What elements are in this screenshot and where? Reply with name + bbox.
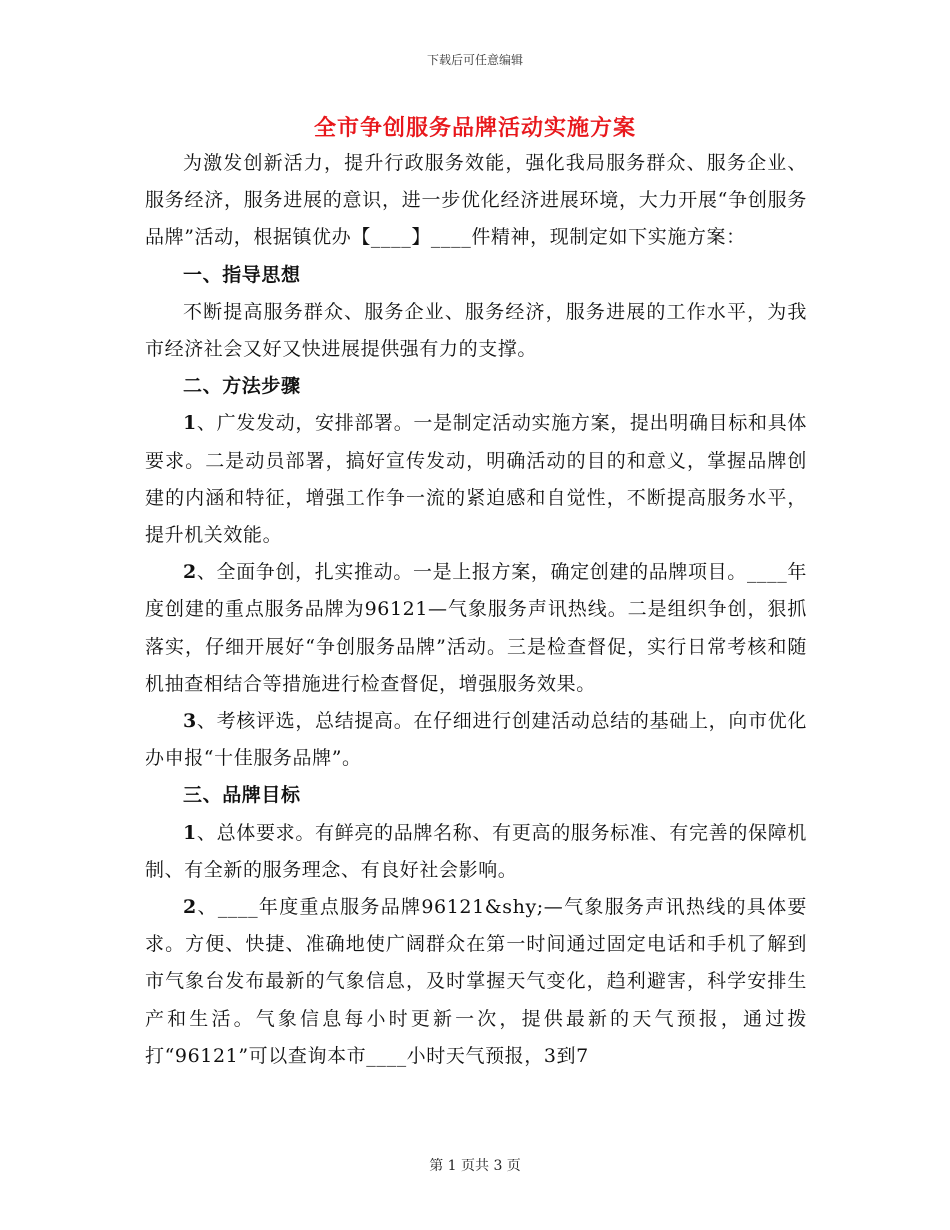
brand-goal-paragraph [145, 815, 807, 889]
item-text: 、____年度重点服务品牌96121&shy;—气象服务声讯热线的具体要求。方便、快捷、准确地使广阔群众在第一时间通过固定电话和手机了解到市气象台发布最新的气象信息，及时掌握天气变化，趋利避害，科学安排生产和生活。气象信息每小时更新一次，提供最新的天气预报，通过拨打“96121”可以查询本市____小时天气预报，3到7 [145, 896, 807, 1067]
item-number: 1 [183, 821, 197, 844]
header-text: 下载后可任意编辑 [426, 53, 523, 67]
section-heading-guiding-ideology: 一、指导思想 [183, 263, 301, 286]
page-footer [0, 1157, 950, 1175]
item-number: 1 [183, 412, 197, 435]
item-text: 、广发发动，安排部署。一是制定活动实施方案，提出明确目标和具体要求。二是动员部署，搞好宣传发动，明确活动的目的和意义，掌握品牌创建的内涵和特征，增强工作争一流的紧迫感和自觉性，不断提高服务水平，提升机关效能。 [145, 412, 807, 547]
item-number: 3 [183, 710, 197, 733]
methods-step-paragraph [145, 554, 807, 703]
section-heading-methods-steps: 二、方法步骤 [183, 375, 301, 398]
methods-step-paragraph [145, 703, 807, 777]
methods-step-paragraph [145, 405, 807, 554]
document-title: 全市争创服务品牌活动实施方案 [313, 115, 636, 141]
item-text: 、全面争创，扎实推动。一是上报方案，确定创建的品牌项目。____年度创建的重点服务品牌为96121—气象服务声讯热线。二是组织争创，狠抓落实，仔细开展好“争创服务品牌”活动。三是检查督促，实行日常考核和随机抽查相结合等措施进行检查督促，增强服务效果。 [145, 561, 807, 695]
guiding-ideology-paragraph: 不断提高服务群众、服务企业、服务经济，服务进展的工作水平，为我市经济社会又好又快进展提供强有力的支撑。 [145, 300, 807, 361]
item-number: 2 [183, 896, 197, 919]
brand-goal-paragraph [145, 889, 807, 1075]
page-number: 第 1 页共 3 页 [429, 1158, 521, 1174]
item-text: 、考核评选，总结提高。在仔细进行创建活动总结的基础上，向市优化办申报“十佳服务品牌”。 [145, 710, 807, 770]
item-number: 2 [183, 561, 197, 584]
page-header [0, 52, 950, 68]
document-body [145, 145, 807, 1075]
intro-paragraph: 为激发创新活力，提升行政服务效能，强化我局服务群众、服务企业、服务经济，服务进展的意识，进一步优化经济进展环境，大力开展“争创服务品牌”活动，根据镇优办【____】____件精神，现制定如下实施方案： [145, 152, 807, 249]
section-heading-brand-goals: 三、品牌目标 [183, 784, 301, 807]
item-text: 、总体要求。有鲜亮的品牌名称、有更高的服务标准、有完善的保障机制、有全新的服务理念、有良好社会影响。 [145, 821, 807, 881]
